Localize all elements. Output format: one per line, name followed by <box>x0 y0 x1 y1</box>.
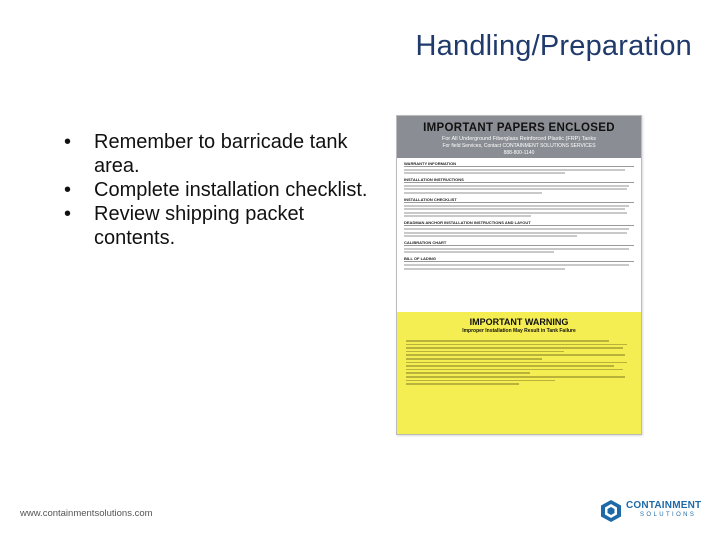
document-subheading: For All Underground Fiberglass Reinforced Plastic (FRP) Tanks <box>442 136 596 142</box>
bullet-item <box>56 202 376 250</box>
section-title: INSTALLATION INSTRUCTIONS <box>404 177 634 183</box>
bullet-text: Complete installation checklist. <box>94 179 368 201</box>
section-title: WARRANTY INFORMATION <box>404 161 634 167</box>
document-section <box>404 161 634 174</box>
document-section <box>404 177 634 194</box>
bullet-text: Review shipping packet contents. <box>94 203 305 249</box>
bullet-item <box>56 178 376 202</box>
important-papers-document <box>396 115 642 435</box>
bullet-list <box>56 130 376 250</box>
containment-solutions-logo <box>600 497 710 527</box>
slide-title: Handling/Preparation <box>415 30 692 62</box>
document-heading: IMPORTANT PAPERS ENCLOSED <box>423 122 615 134</box>
bullet-item <box>56 130 376 178</box>
document-section <box>404 197 634 217</box>
document-body <box>397 158 641 276</box>
document-section <box>404 220 634 237</box>
warning-box <box>397 312 641 434</box>
bullet-glyph: • <box>64 203 72 225</box>
bullet-glyph: • <box>64 179 72 201</box>
bullet-glyph: • <box>64 131 72 153</box>
document-section <box>404 240 634 253</box>
warning-body <box>397 334 641 391</box>
document-contact: For field Services, Contact CONTAINMENT SOLUTIONS SERVICES <box>442 143 596 149</box>
website-url: www.containmentsolutions.com <box>20 508 153 519</box>
section-title: CALIBRATION CHART <box>404 240 634 246</box>
section-title: DEADMAN ANCHOR INSTALLATION INSTRUCTIONS AND LAYOUT <box>404 220 634 226</box>
section-title: INSTALLATION CHECKLIST <box>404 197 634 203</box>
logo-subname: SOLUTIONS <box>640 512 697 518</box>
document-phone: 888-800-1140 <box>503 150 535 156</box>
warning-subtitle: Improper Installation May Result in Tank Failure <box>462 328 576 334</box>
document-section <box>404 256 634 269</box>
warning-title: IMPORTANT WARNING <box>469 317 569 327</box>
section-title: BILL OF LADING <box>404 256 634 262</box>
logo-name: CONTAINMENT <box>626 500 702 511</box>
logo-mark-icon <box>600 499 622 523</box>
document-header <box>397 116 641 158</box>
bullet-text: Remember to barricade tank area. <box>94 131 348 177</box>
